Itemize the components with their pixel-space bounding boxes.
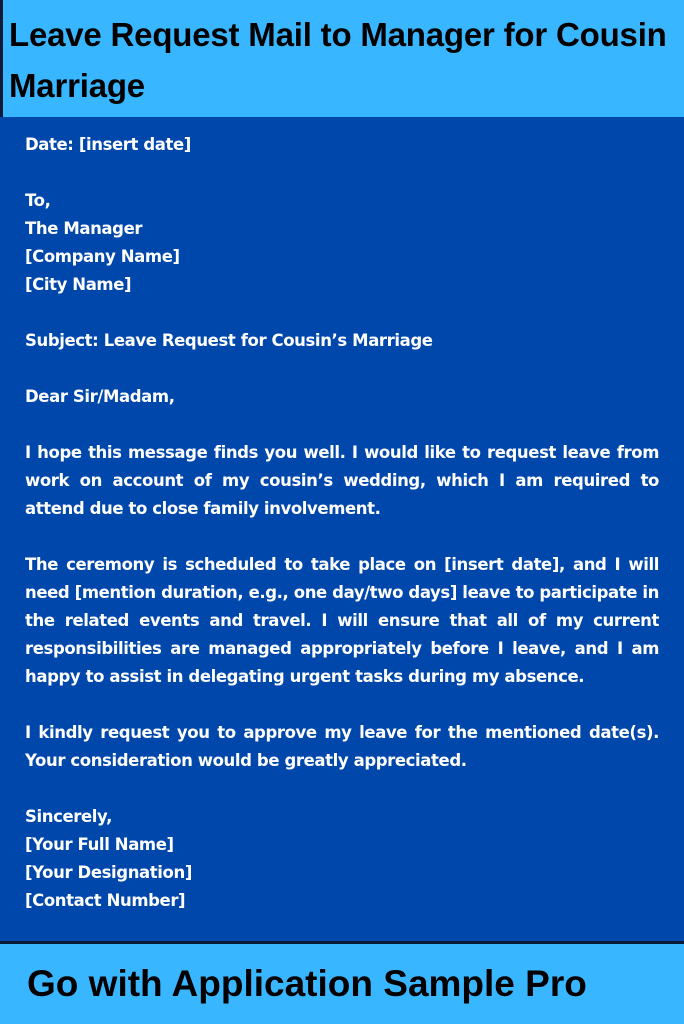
paragraph-request: I kindly request you to approve my leave for the mentioned date(s). Your consideration would be greatly appreciated. <box>25 723 659 770</box>
company-line: [Company Name] <box>25 247 180 266</box>
spacer <box>25 299 659 327</box>
spacer <box>25 159 659 187</box>
footer-tagline: Go with Application Sample Pro <box>27 963 587 1004</box>
recipient-line: The Manager <box>25 219 143 238</box>
signature-designation: [Your Designation] <box>25 863 192 882</box>
paragraph-details: The ceremony is scheduled to take place on [insert date], and I will need [mention duration, e.g., one day/two days] leave to participate in the related events and travel. I will ensure that all of my current responsibilities are managed appropriately before I leave, and I am happy to assist in delegating urgent tasks during my absence. <box>25 555 659 686</box>
spacer <box>25 775 659 803</box>
subject-line: Subject: Leave Request for Cousin’s Marriage <box>25 331 433 350</box>
header-banner <box>0 0 684 117</box>
spacer <box>25 691 659 719</box>
to-label: To, <box>25 191 51 210</box>
salutation: Dear Sir/Madam, <box>25 387 175 406</box>
signature-name: [Your Full Name] <box>25 835 174 854</box>
footer-banner <box>0 941 684 1024</box>
spacer <box>25 411 659 439</box>
paragraph-intro: I hope this message finds you well. I would like to request leave from work on account of my cousin’s wedding, which I am required to attend due to close family involvement. <box>25 443 659 518</box>
signature-contact: [Contact Number] <box>25 891 186 910</box>
city-line: [City Name] <box>25 275 132 294</box>
date-line: Date: [insert date] <box>25 135 191 154</box>
page-title: Leave Request Mail to Manager for Cousin Marriage <box>9 16 667 104</box>
spacer <box>25 355 659 383</box>
closing-line: Sincerely, <box>25 807 112 826</box>
spacer <box>25 523 659 551</box>
letter-body <box>25 131 659 915</box>
